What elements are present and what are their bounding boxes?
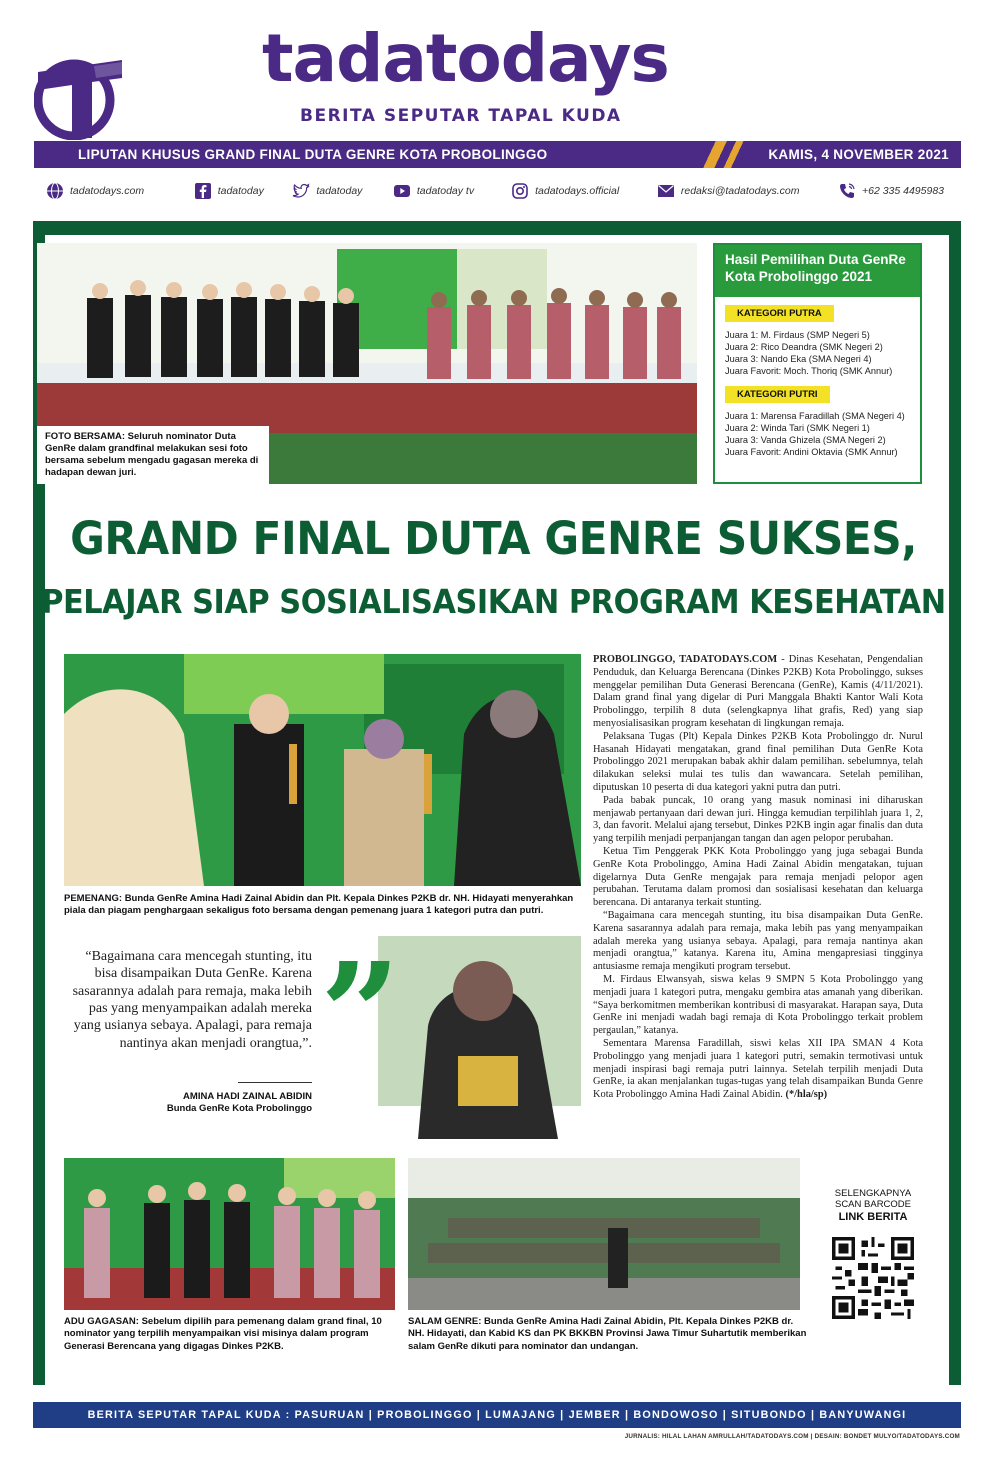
qr-line-3: LINK BERITA <box>838 1210 908 1223</box>
winner-item: Juara 1: M. Firdaus (SMP Negeri 5) <box>725 330 870 340</box>
qr-line-1: SELENGKAPNYA <box>834 1188 912 1199</box>
social-website[interactable] <box>46 182 172 200</box>
nominees-caption: ADU GAGASAN: Sebelum dipilih para pemenang dalam grand final, 10 nominator yang terpilih menyampaikan visi misinya dalam program Generasi Berencana yang digagas Dinkes P2KB. <box>64 1316 382 1352</box>
nominees-photo <box>64 1158 395 1310</box>
section-label: LIPUTAN KHUSUS GRAND FINAL DUTA GENRE KOTA PROBOLINGGO <box>78 147 548 162</box>
social-links <box>46 180 946 202</box>
article-paragraph: PROBOLINGGO, TADATODAYS.COM - Dinas Kesehatan, Pengendalian Penduduk, dan Keluarga Berencana (Dinkes P2KB) Kota Probolinggo, sukses menggelar pemilihan Duta Generasi Berencana (GenRe), Kamis (4/11/2021). Dalam grand final yang digelar di Puri Manggala Bhakti Kantor Wali Kota Probolinggo, terpilih 8 duta (selengkapnya lihat grafis, Red) yang siap menyosialisasikan program kesehatan di lingkungan remaja. <box>593 654 923 729</box>
category-putri-label: KATEGORI PUTRI <box>725 386 830 403</box>
issue-date: KAMIS, 4 NOVEMBER 2021 <box>768 147 949 162</box>
article-paragraph: Ketua Tim Penggerak PKK Kota Probolinggo yang juga sebagai Bunda GenRe Kota Probolinggo, Amina Hadi Zainal Abidin mengatakan, tujuan digelarnya Duta GenRe mengajak para remaja menjadi pelopor agen perubahan. Terutama dalam promosi dan sosialisasi kesehatan dan keluarga berencana. Di antaranya terkait stunting. <box>593 845 923 909</box>
instagram-icon <box>511 182 529 200</box>
social-label: tadatoday tv <box>416 185 475 197</box>
quote-author: AMINA HADI ZAINAL ABIDIN <box>183 1091 312 1102</box>
social-youtube[interactable] <box>393 182 489 200</box>
article-paragraph: Sementara Marensa Faradillah, siswi kelas XII IPA SMAN 4 Kota Probolinggo yang menjadi juara 1 kategori putri, semakin termotivasi untuk menjadi inspirasi bagi remaja putri lainnya. Setelah terpilih menjadi Duta GenRe, ia akan menjalankan tugas-tugas yang telah disampaikan Bunda Genre Kota Probolinggo Amina Hadi Zainal Abidin. (*/hla/sp) <box>593 1037 923 1101</box>
winner-item: Juara Favorit: Moch. Thoriq (SMK Annur) <box>725 365 893 376</box>
results-title: Hasil Pemilihan Duta GenRe Kota Probolinggo 2021 <box>715 245 920 297</box>
audience-photo <box>408 1158 800 1310</box>
youtube-icon <box>393 182 411 200</box>
social-phone[interactable] <box>838 182 946 200</box>
article-body <box>593 654 923 1102</box>
social-label: tadatoday <box>316 185 363 197</box>
putri-winners <box>725 411 920 459</box>
putra-winners <box>725 330 920 378</box>
social-facebook[interactable] <box>194 182 271 200</box>
phone-icon <box>838 182 856 200</box>
social-label: tadatodays.com <box>70 185 145 197</box>
article-signoff: (*/hla/sp) <box>785 1089 828 1101</box>
brand-tagline: BERITA SEPUTAR TAPAL KUDA <box>300 106 622 126</box>
social-label: +62 335 4495983 <box>861 185 945 197</box>
quote-author-role: Bunda GenRe Kota Probolinggo <box>166 1103 312 1114</box>
social-twitter[interactable] <box>292 182 371 200</box>
headline-sub: PELAJAR SIAP SOSIALISASIKAN PROGRAM KESEHATAN <box>41 582 946 621</box>
winners-photo <box>64 654 581 886</box>
audience-caption: SALAM GENRE: Bunda GenRe Amina Hadi Zainal Abidin, Plt. Kepala Dinkes P2KB dr. NH. Hidayati, dan Kabid KS dan PK BKKBN Provinsi Jawa Timur Suhartutik memberikan salam GenRe dikuti para nominator dan undangan. <box>408 1316 807 1352</box>
winner-item: Juara Favorit: Andini Oktavia (SMK Annur) <box>725 446 898 457</box>
facebook-icon <box>194 182 212 200</box>
twitter-icon <box>292 182 310 200</box>
brand-name: tadatodays <box>262 20 669 97</box>
social-instagram[interactable] <box>511 182 635 200</box>
regions-bar: BERITA SEPUTAR TAPAL KUDA : PASURUAN | PROBOLINGGO | LUMAJANG | JEMBER | BONDOWOSO | SITUBONDO | BANYUWANGI <box>33 1402 961 1428</box>
globe-icon <box>46 182 64 200</box>
winner-item: Juara 3: Nando Eka (SMA Negeri 4) <box>725 353 872 364</box>
results-box <box>713 243 922 484</box>
quote-mark: ” <box>320 933 401 1097</box>
winner-item: Juara 1: Marensa Faradillah (SMA Negeri 4) <box>725 410 905 421</box>
social-label: redaksi@tadatodays.com <box>680 185 800 197</box>
quote-divider <box>238 1082 312 1083</box>
winner-item: Juara 2: Winda Tari (SMK Negeri 1) <box>725 422 870 433</box>
category-putra-label: KATEGORI PUTRA <box>725 305 834 322</box>
headline-main: GRAND FINAL DUTA GENRE SUKSES, <box>70 512 917 565</box>
social-label: tadatodays.official <box>535 185 620 197</box>
social-email[interactable] <box>657 182 816 200</box>
winner-item: Juara 2: Rico Deandra (SMK Negeri 2) <box>725 341 883 352</box>
qr-code-icon[interactable] <box>832 1237 914 1319</box>
credits: JURNALIS: HILAL LAHAN AMRULLAH/TADATODAYS.COM | DESAIN: BONDET MULYO/TADATODAYS.COM <box>624 1433 960 1440</box>
social-label: tadatoday <box>217 185 264 197</box>
winners-caption: PEMENANG: Bunda GenRe Amina Hadi Zainal Abidin dan Plt. Kepala Dinkes P2KB dr. NH. Hidayati menyerahkan piala dan piagam penghargaan sekaligus foto bersama dengan pemenang juara 1 kategori putra dan putri. <box>64 893 574 917</box>
article-dateline: PROBOLINGGO, TADATODAYS.COM <box>593 654 778 665</box>
article-paragraph: “Bagaimana cara mencegah stunting, itu bisa disampaikan Duta GenRe. Karena sasarannya adalah para remaja, maka lebih pas yang menyampaikan adalah mereka yang usianya sebaya. Apalagi, para remaja nantinya akan menjadi orangtua,” katanya. Karena itu, Amina mengapresiasi tingginya antusiasme remaja mengikuti program tersebut. <box>593 909 923 973</box>
winner-item: Juara 3: Vanda Ghizela (SMA Negeri 2) <box>725 434 886 445</box>
qr-instruction <box>818 1188 928 1224</box>
tadatodays-logo <box>34 52 126 140</box>
article-paragraph: Pada babak puncak, 10 orang yang masuk nominasi ini diharuskan menjawab pertanyaan dari dewan juri. Hingga kemudian terpilihlah juara 1, 2, 3, dan favorit. Melalui ajang tersebut, Dinkes P2KB ingin agar finalis dan duta yang terpilih menjadi perpanjangan tangan dan agen pelopor perubahan. <box>593 794 923 845</box>
article-paragraph: M. Firdaus Elwansyah, siswa kelas 9 SMPN 5 Kota Probolinggo yang menjadi juara 1 kategori putra, mengaku gembira atas amanah yang diberikan. “Saya berkomitmen memberikan kontribusi di masyarakat. Harapan saya, Duta GenRe ini menjadi wadah bagi remaja di Kota Probolinggo terkait problem pergaulan,” katanya. <box>593 973 923 1037</box>
section-bar <box>34 141 961 168</box>
article-paragraph: Pelaksana Tugas (Plt) Kepala Dinkes P2KB Kota Probolinggo dr. Nurul Hasanah Hidayati mengatakan, grand final pemilihan Duta GenRe Kota Probolinggo 2021 merupakan babak akhir dalam pemilihan. sebelumnya, telah dilakukan seleksi mulai tes tulis dan wawancara. Setelah pemilihan, diputuskan 10 peserta di dua kategori yakni putra dan putri. <box>593 730 923 793</box>
group-photo-caption: FOTO BERSAMA: Seluruh nominator Duta GenRe dalam grandfinal melakukan sesi foto bersama sebelum mengadu gagasan mereka di hadapan dewan juri. <box>37 426 269 484</box>
mail-icon <box>657 182 675 200</box>
gold-stripe <box>688 141 768 168</box>
qr-line-2: SCAN BARCODE <box>834 1199 911 1211</box>
pull-quote: “Bagaimana cara mencegah stunting, itu bisa disampaikan Duta GenRe. Karena sasarannya adalah para remaja, maka lebih pas yang menyampaikan adalah mereka yang usianya sebaya. Apalagi, para remaja nantinya akan menjadi orangtua,”. <box>72 949 312 1051</box>
